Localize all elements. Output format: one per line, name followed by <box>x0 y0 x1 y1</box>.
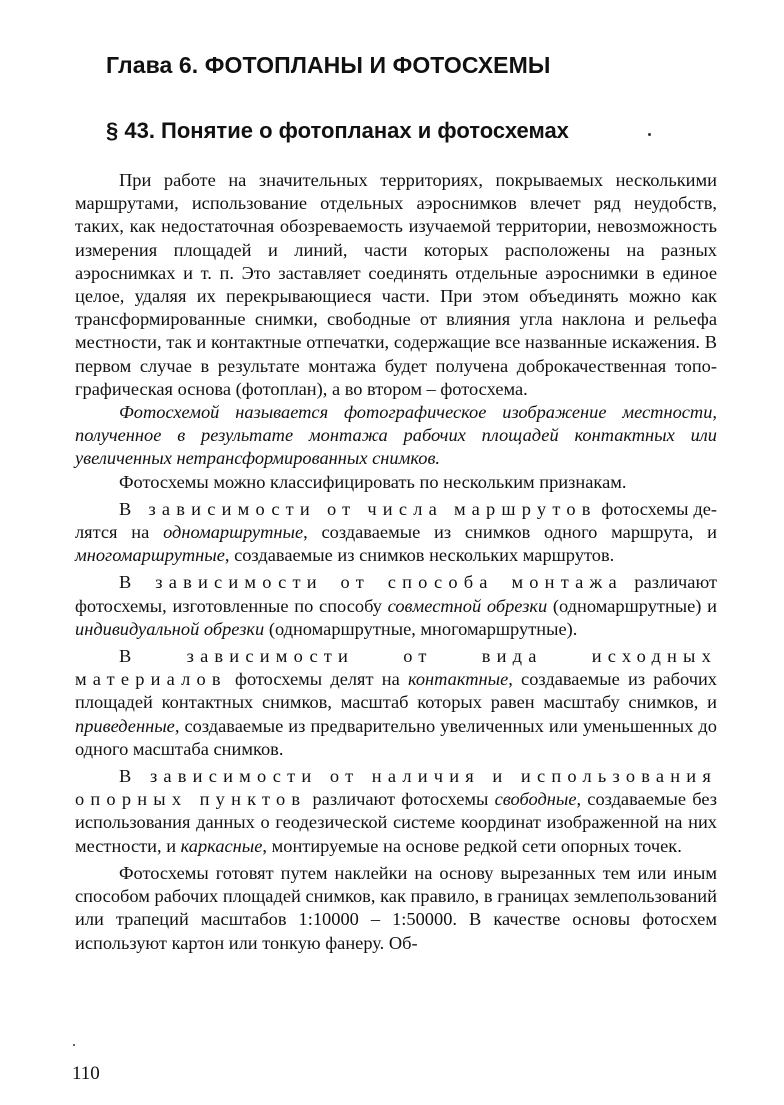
paragraph-classification: Фотосхемы можно классифицировать по нескольким признакам. <box>119 471 627 492</box>
paragraph-text: создаваемые из рабочих площадей контактных снимков, масштаб которых равен масштабу снимков, и <box>75 669 718 713</box>
paragraph-text: , монтируемые на основе редкой сети опорных точек. <box>262 835 682 856</box>
paragraph-text: (одномаршрутные) и <box>547 595 717 616</box>
paragraph-text: создаваемые из предварительно увеличенных или уменьшенных до одного масштаба снимков. <box>75 715 717 759</box>
term: индивидуальной обрезки <box>75 618 265 639</box>
paragraph-by-mounting <box>75 571 717 641</box>
paragraph-text: фотосхемы делятся на <box>75 498 717 543</box>
spaced-heading: В зависимости от наличия и использования опорных пунктов <box>75 766 717 810</box>
term: свободные <box>494 789 577 810</box>
section-title: § 43. Понятие о фотопланах и фотосхемах <box>106 118 569 143</box>
term: многомаршрутные <box>75 545 225 566</box>
spaced-heading: В зависимости от вида исходных материалов <box>75 646 717 690</box>
term: контактные, <box>407 669 513 690</box>
paragraph-text: (одномаршрутные, многомаршрутные). <box>264 618 578 639</box>
paragraph-intro: При работе на значительных территориях, покрываемых несколькими маршрутами, использование отдельных аэроснимков влечет ряд неудобств, таких, как недостаточная обозреваемость изучаемой территории, невозможность измерения площадей и линий, части которых расположены на разных аэроснимках и т. п. Это заставляет соединять отдельные аэроснимки в единое целое, удаляя их перекрывающиеся части. При этом объединять можно как трансформированные снимки, свободные от влияния угла наклона и рельефа местности, так и контактные отпечатки, содержащие все названные искажения. В первом случае в результате монтажа будет получена доброкачественная топографическая основа (фотоплан), а во втором – фотосхема. <box>75 170 717 399</box>
paragraph-text: , создаваемые из снимков одного маршрута, и <box>303 522 717 543</box>
paragraph-text: , создаваемые без использования данных о геодезической системе координат изображенной на них местности, и <box>75 789 717 856</box>
body-text <box>75 169 717 955</box>
print-speck <box>73 1044 75 1046</box>
term: одномаршрутные <box>163 522 304 543</box>
term: приведенные, <box>75 715 180 736</box>
paragraph-text: различают фотосхемы, изготовленные по способу <box>75 572 718 616</box>
page-number: 110 <box>72 1063 100 1084</box>
paragraph-by-control-points <box>75 765 717 858</box>
spaced-heading: В зависимости от числа маршрутов <box>119 498 597 519</box>
chapter-title: Глава 6. ФОТОПЛАНЫ И ФОТОСХЕМЫ <box>106 52 551 78</box>
paragraph-preparation: Фотосхемы готовят путем наклейки на основу вырезанных тем или иным способом рабочих площадей снимков, как правило, в границах землепользований или трапеций масштабов 1:10000 – 1:50000. В качестве основы фотосхем используют картон или тонкую фанеру. Об- <box>75 862 717 953</box>
paragraph-by-routes <box>75 498 717 568</box>
definition-paragraph: Фотосхемой называется фотографическое изображение местности, полученное в результате монтажа рабочих площадей контактных или увеличенных нетрансформированных снимков. <box>75 402 717 469</box>
paragraph-text: фотосхемы делят на <box>226 669 408 690</box>
term: совместной обрезки <box>387 595 548 616</box>
term: каркасные <box>180 835 263 856</box>
paragraph-text: различают фотосхемы <box>306 789 495 810</box>
paragraph-text: , создаваемые из снимков нескольких маршрутов. <box>224 545 615 566</box>
spaced-heading: В зависимости от способа монтажа <box>119 572 623 593</box>
paragraph-by-materials <box>75 645 717 761</box>
print-speck <box>648 133 651 136</box>
